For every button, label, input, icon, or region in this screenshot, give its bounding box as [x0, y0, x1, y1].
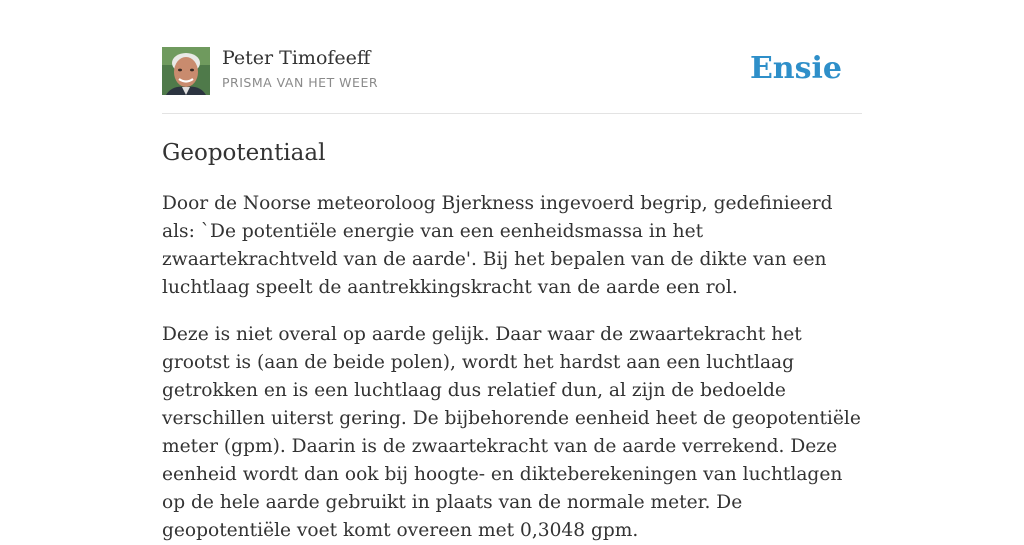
article-title: Geopotentiaal — [162, 140, 326, 166]
article-page — [162, 0, 862, 541]
author-subtitle[interactable]: PRISMA VAN HET WEER — [222, 75, 379, 90]
brand-logo[interactable]: Ensie — [749, 51, 842, 86]
author-avatar[interactable] — [162, 47, 210, 95]
article-paragraph: Deze is niet overal op aarde gelijk. Daar waar de zwaartekracht het grootst is (aan de beide polen), wordt het hardst aan een luchtlaag getrokken en is een luchtlaag dus relatief dun, al zijn de bedoelde verschillen uiterst gering. De bijbehorende eenheid heet de geopotentiële meter (gpm). Daarin is de zwaartekracht van de aarde verrekend. Deze eenheid wordt dan ook bij hoogte- en dikteberekeningen van luchtlagen op de hele aarde gebruikt in plaats van de normale meter. De geopotentiële voet komt overeen met 0,3048 gpm. — [162, 324, 861, 541]
article-paragraph: Door de Noorse meteoroloog Bjerkness ingevoerd begrip, gedefinieerd als: `De potentiële energie van een eenheidsmassa in het zwaartekrachtveld van de aarde'. Bij het bepalen van de dikte van een luchtlaag speelt de aantrekkingskracht van de aarde een rol. — [162, 193, 833, 298]
author-photo — [162, 47, 210, 95]
article-header — [162, 0, 862, 114]
author-name[interactable]: Peter Timofeeff — [222, 47, 371, 69]
